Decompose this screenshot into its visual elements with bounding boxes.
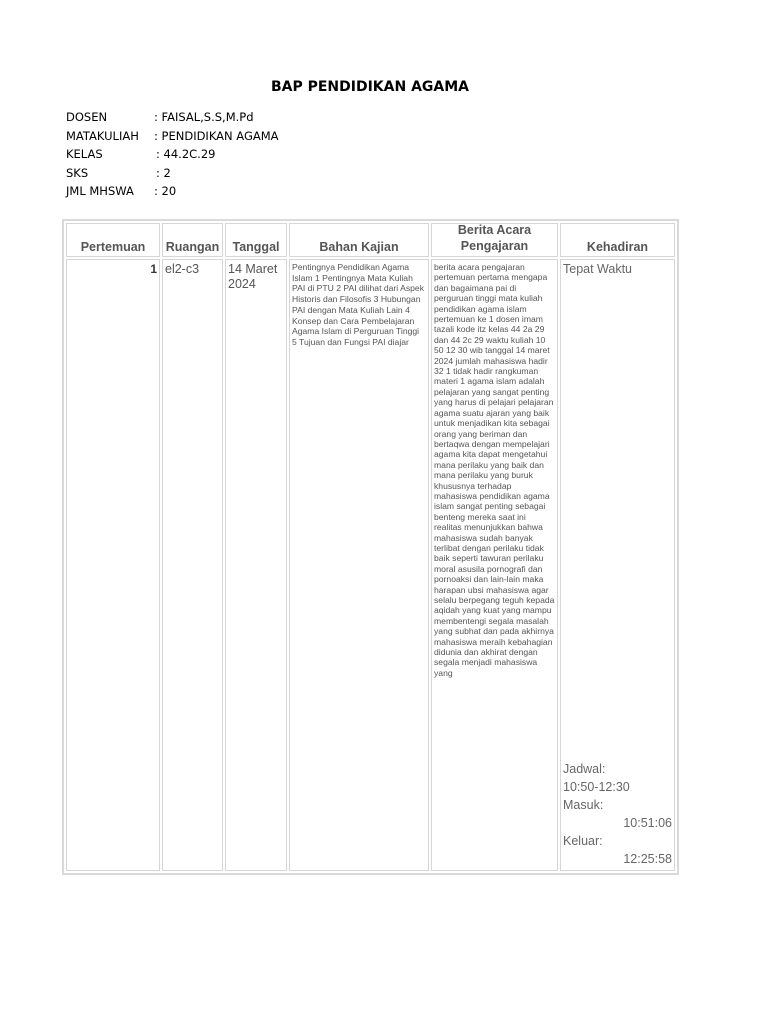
masuk-value: 10:51:06: [623, 816, 672, 830]
kehadiran-times: [563, 760, 672, 868]
kelas-label: KELAS: [66, 147, 103, 162]
dosen-label: DOSEN: [66, 110, 108, 124]
info-row-dosen: [66, 108, 279, 127]
cell-bahan-kajian: Pentingnya Pendidikan Agama Islam 1 Pentingnya Mata Kuliah PAI di PTU 2 PAI dilihat dari Aspek Historis dan Filosofis 3 Hubungan PAI dengan Mata Kuliah Lain 4 Konsep dan Cara Pembelajaran Agama Islam di Perguruan Tinggi 5 Tujuan dan Fungsi PAI diajar: [289, 259, 429, 871]
info-row-jml-mhswa: [66, 182, 279, 201]
info-row-kelas: [66, 145, 279, 164]
cell-tanggal: 14 Maret 2024: [225, 259, 287, 871]
sks-label: SKS: [66, 165, 89, 180]
header-kehadiran: Kehadiran: [560, 223, 675, 257]
header-berita-line2: Pengajaran: [460, 239, 529, 253]
jadwal-label: Jadwal:: [563, 762, 606, 776]
jadwal-value: 10:50-12:30: [563, 780, 630, 794]
jml-mhswa-label: JML MHSWA: [66, 184, 134, 199]
header-ruangan: Ruangan: [162, 223, 223, 257]
header-bahan-kajian: Bahan Kajian: [289, 223, 429, 257]
header-tanggal: Tanggal: [225, 223, 287, 257]
bap-table: [64, 221, 677, 873]
matakuliah-label: MATAKULIAH: [66, 128, 139, 143]
keluar-label: Keluar:: [563, 834, 603, 848]
header-pertemuan: Pertemuan: [66, 223, 160, 257]
info-row-sks: [66, 164, 279, 183]
document-title: BAP PENDIDIKAN AGAMA: [270, 79, 470, 95]
keluar-value: 12:25:58: [623, 852, 672, 866]
cell-berita-acara: berita acara pengajaran pertemuan pertama mengapa dan bagaimana pai di perguruan tinggi mata kuliah pendidikan agama islam pertemuan ke 1 dosen imam tazali kode itz kelas 44 2a 29 dan 44 2c 29 waktu kuliah 10 50 12 30 wib tanggal 14 maret 2024 jumlah mahasiswa hadir 32 1 tidak hadir rangkuman materi 1 agama islam adalah pelajaran yang sangat penting yang harus di pelajari pelajaran agama suatu ajaran yang baik untuk menjadikan kita sebagai orang yang beriman dan bertaqwa dengan mempelajari agama kita dapat mengetahui mana perilaku yang baik dan mana perilaku yang buruk khususnya terhadap mahasiswa pendidikan agama islam sangat penting sebagai benteng mereka saat ini realitas menunjukkan bahwa mahasiswa sudah banyak terlibat dengan perilaku tidak baik seperti tawuran perilaku moral asusila pornografi dan pornoaksi dan lain-lain maka harapan ubsi mahasiswa agar selalu berpegang teguh kepada aqidah yang kuat yang mampu membentengi segala masalah yang subhat dan pada akhirnya mahasiswa meraih kebahagian didunia dan akhirat dengan segala menjadi mahasiswa yang: [431, 259, 558, 871]
kelas-value: : 44.2C.29: [156, 147, 216, 162]
info-block: [66, 108, 279, 201]
header-berita-acara: [431, 223, 558, 257]
cell-kehadiran: [560, 259, 675, 871]
masuk-label: Masuk:: [563, 798, 604, 812]
bap-table-container: [62, 219, 679, 875]
jml-mhswa-value: : 20: [154, 184, 177, 199]
matakuliah-value: : PENDIDIKAN AGAMA: [154, 128, 279, 143]
kehadiran-status: Tepat Waktu: [563, 262, 633, 276]
dosen-value: : FAISAL,S.S,M.Pd: [154, 110, 254, 124]
cell-ruangan: el2-c3: [162, 259, 223, 871]
header-berita-line1: Berita Acara: [457, 223, 532, 237]
info-row-matakuliah: [66, 127, 279, 146]
sks-value: : 2: [156, 165, 171, 180]
cell-pertemuan: 1: [66, 259, 160, 871]
table-row: [66, 259, 675, 871]
table-header-row: [66, 223, 675, 257]
